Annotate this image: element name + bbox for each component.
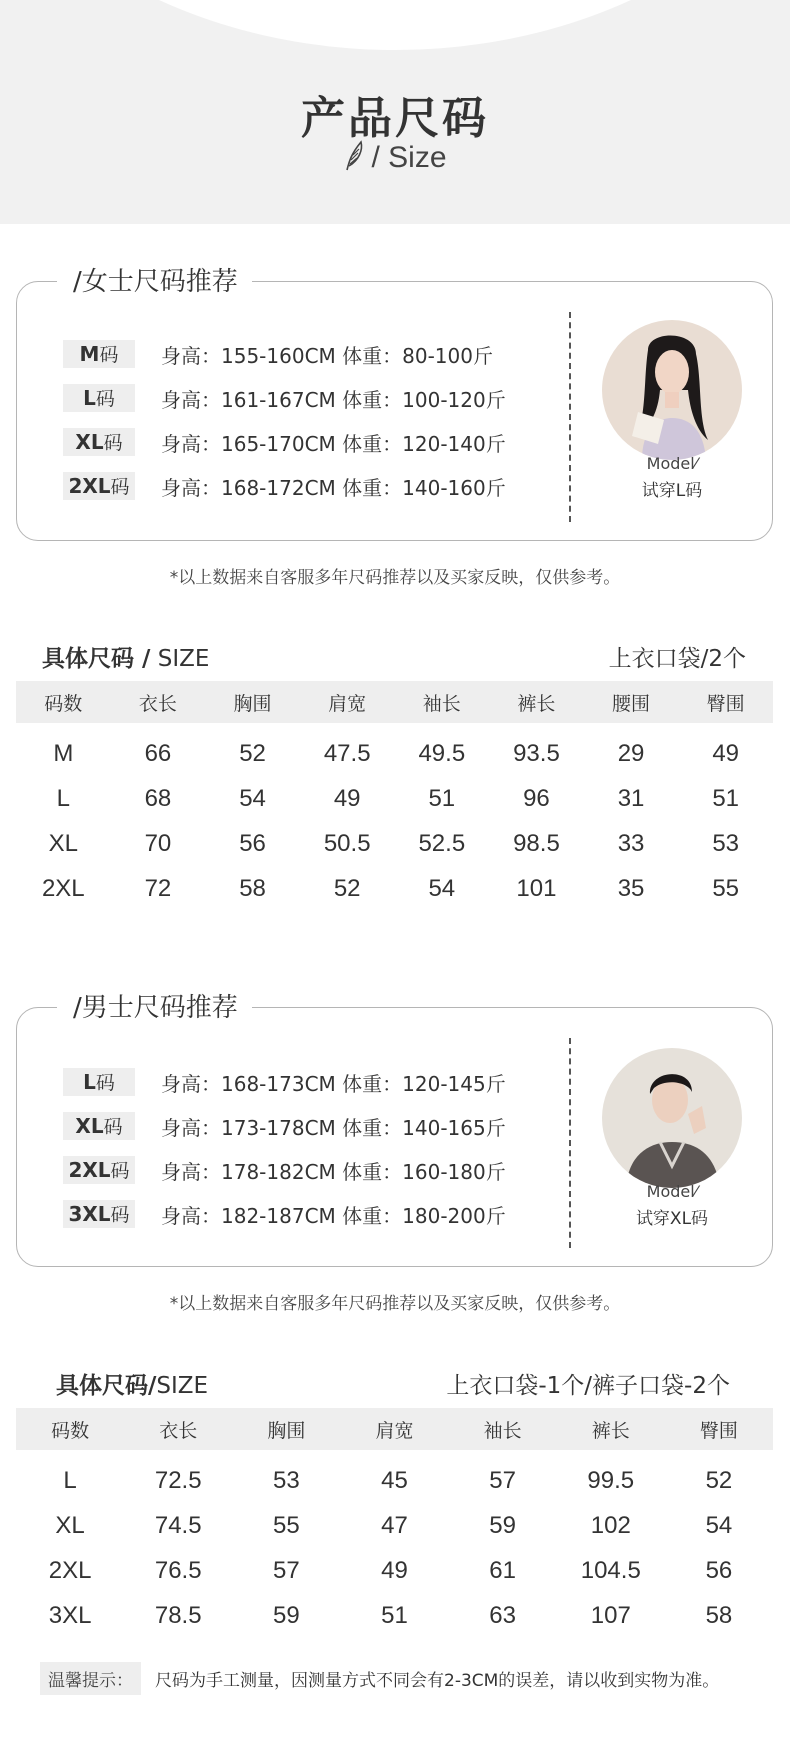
table-cell: 51 bbox=[381, 1601, 408, 1629]
men-size-row bbox=[63, 1156, 506, 1184]
table-cell: 31 bbox=[617, 784, 645, 812]
table-cell: 57 bbox=[489, 1466, 516, 1494]
table-row bbox=[16, 1593, 773, 1638]
footer-tip bbox=[40, 1662, 719, 1695]
table-cell: 52.5 bbox=[418, 829, 466, 857]
tip-label: 温馨提示： bbox=[40, 1662, 141, 1695]
table-cell: 45 bbox=[381, 1466, 408, 1494]
table-cell: 52 bbox=[333, 874, 361, 902]
size-desc: 身高：165-170CM 体重：120-140斤 bbox=[161, 431, 506, 456]
table-cell: 54 bbox=[428, 874, 456, 902]
tip-text: 尺码为手工测量，因测量方式不同会有2-3CM的误差，请以收到实物为准。 bbox=[155, 1671, 720, 1691]
men-size-table bbox=[16, 1408, 773, 1638]
table-cell: 51 bbox=[428, 784, 456, 812]
table-cell: 63 bbox=[489, 1601, 516, 1629]
men-note: *以上数据来自客服多年尺码推荐以及买家反映，仅供参考。 bbox=[169, 1294, 621, 1314]
size-tag: 2XL码 bbox=[63, 1156, 135, 1184]
dashed-divider bbox=[569, 312, 571, 522]
feather-icon bbox=[343, 140, 365, 172]
table-cell: 59 bbox=[273, 1601, 300, 1629]
table-row bbox=[16, 776, 773, 821]
table-cell: 104.5 bbox=[580, 1556, 641, 1584]
table-cell: 70 bbox=[144, 829, 172, 857]
men-model-label: Model⁄ bbox=[646, 1182, 698, 1201]
table-cell: 52 bbox=[239, 739, 266, 767]
dashed-divider bbox=[569, 1038, 571, 1248]
table-cell: 68 bbox=[144, 784, 172, 812]
column-header: 胸围 bbox=[232, 1408, 340, 1450]
men-recommend-box bbox=[16, 993, 773, 1267]
column-header: 裤长 bbox=[557, 1408, 665, 1450]
table-cell: 102 bbox=[590, 1511, 631, 1539]
table-cell: 66 bbox=[144, 739, 172, 767]
column-header: 肩宽 bbox=[300, 681, 395, 723]
men-table-pocket-note: 上衣口袋-1个/裤子口袋-2个 bbox=[446, 1373, 730, 1399]
table-cell: 76.5 bbox=[154, 1556, 202, 1584]
table-row bbox=[16, 1450, 773, 1503]
header-curve bbox=[0, 0, 790, 50]
table-cell: 49 bbox=[381, 1556, 408, 1584]
column-header: 衣长 bbox=[111, 681, 206, 723]
table-cell: 93.5 bbox=[513, 739, 560, 767]
men-size-row bbox=[63, 1200, 506, 1228]
women-size-row bbox=[63, 384, 506, 412]
table-cell: 2XL bbox=[48, 1556, 92, 1584]
table-cell: 47 bbox=[381, 1511, 408, 1539]
table-cell: 50.5 bbox=[323, 829, 371, 857]
men-size-row bbox=[63, 1068, 506, 1096]
table-cell: 53 bbox=[712, 829, 740, 857]
table-cell: 56 bbox=[705, 1556, 733, 1584]
column-header: 臀围 bbox=[665, 1408, 773, 1450]
column-header: 衣长 bbox=[124, 1408, 232, 1450]
column-header: 袖长 bbox=[395, 681, 490, 723]
size-desc: 身高：182-187CM 体重：180-200斤 bbox=[161, 1203, 506, 1228]
table-row bbox=[16, 1503, 773, 1548]
table-row bbox=[16, 723, 773, 776]
size-desc: 身高：178-182CM 体重：160-180斤 bbox=[161, 1159, 506, 1184]
table-cell: 107 bbox=[590, 1601, 631, 1629]
table-cell: 61 bbox=[489, 1556, 516, 1584]
column-header: 臀围 bbox=[678, 681, 773, 723]
table-cell: XL bbox=[48, 829, 78, 857]
table-cell: 47.5 bbox=[323, 739, 371, 767]
women-model-photo bbox=[602, 320, 742, 460]
table-header-row bbox=[16, 1408, 773, 1450]
page-header bbox=[0, 0, 790, 224]
table-cell: 59 bbox=[489, 1511, 516, 1539]
men-model-size: 试穿XL码 bbox=[635, 1209, 709, 1229]
women-size-table bbox=[16, 681, 773, 911]
size-tag: L码 bbox=[63, 384, 135, 412]
table-cell: 54 bbox=[705, 1511, 733, 1539]
size-desc: 身高：168-173CM 体重：120-145斤 bbox=[161, 1071, 506, 1096]
table-cell: L bbox=[56, 784, 70, 812]
table-cell: 49.5 bbox=[418, 739, 466, 767]
table-cell: M bbox=[53, 739, 74, 767]
table-cell: 35 bbox=[617, 874, 645, 902]
size-tag: 3XL码 bbox=[63, 1200, 135, 1228]
table-cell: 29 bbox=[617, 739, 645, 767]
table-cell: 56 bbox=[239, 829, 266, 857]
size-desc: 身高：155-160CM 体重：80-100斤 bbox=[161, 343, 493, 368]
table-cell: 72 bbox=[144, 874, 172, 902]
table-cell: 49 bbox=[333, 784, 361, 812]
table-cell: 72.5 bbox=[154, 1466, 202, 1494]
size-tag: XL码 bbox=[63, 1112, 135, 1140]
table-cell: 101 bbox=[516, 874, 557, 902]
column-header: 码数 bbox=[16, 1408, 124, 1450]
women-size-row bbox=[63, 340, 493, 368]
women-recommend-box bbox=[16, 267, 773, 541]
men-table-title: 具体尺码/SIZE bbox=[56, 1373, 209, 1399]
table-cell: 33 bbox=[617, 829, 645, 857]
men-model-photo bbox=[602, 1048, 742, 1188]
women-table-pocket-note: 上衣口袋/2个 bbox=[608, 646, 746, 672]
women-model-size: 试穿L码 bbox=[641, 481, 703, 501]
column-header: 码数 bbox=[16, 681, 111, 723]
size-tag: L码 bbox=[63, 1068, 135, 1096]
size-desc: 身高：168-172CM 体重：140-160斤 bbox=[161, 475, 506, 500]
column-header: 腰围 bbox=[584, 681, 679, 723]
table-cell: 53 bbox=[273, 1466, 300, 1494]
size-desc: 身高：161-167CM 体重：100-120斤 bbox=[161, 387, 506, 412]
column-header: 袖长 bbox=[449, 1408, 557, 1450]
women-box-title: /女士尺码推荐 bbox=[57, 261, 252, 298]
men-box-title: /男士尺码推荐 bbox=[57, 987, 252, 1024]
women-size-row bbox=[63, 472, 506, 500]
table-cell: 55 bbox=[273, 1511, 300, 1539]
table-cell: 99.5 bbox=[587, 1466, 635, 1494]
table-cell: 57 bbox=[273, 1556, 300, 1584]
column-header: 胸围 bbox=[205, 681, 300, 723]
table-cell: 51 bbox=[712, 784, 740, 812]
table-cell: 74.5 bbox=[154, 1511, 202, 1539]
column-header: 裤长 bbox=[489, 681, 584, 723]
page-title: 产品尺码 bbox=[301, 93, 489, 144]
women-size-row bbox=[63, 428, 506, 456]
column-header: 肩宽 bbox=[340, 1408, 448, 1450]
page-subtitle bbox=[0, 140, 790, 175]
table-cell: 2XL bbox=[41, 874, 85, 902]
size-tag: XL码 bbox=[63, 428, 135, 456]
table-row bbox=[16, 821, 773, 866]
table-cell: 49 bbox=[712, 739, 740, 767]
women-note: *以上数据来自客服多年尺码推荐以及买家反映，仅供参考。 bbox=[169, 568, 621, 588]
table-header-row bbox=[16, 681, 773, 723]
women-model-label: Model⁄ bbox=[646, 454, 698, 473]
table-cell: 3XL bbox=[48, 1601, 92, 1629]
table-row bbox=[16, 1548, 773, 1593]
table-cell: 54 bbox=[239, 784, 266, 812]
women-table-title: 具体尺码 / SIZE bbox=[42, 646, 210, 672]
size-desc: 身高：173-178CM 体重：140-165斤 bbox=[161, 1115, 506, 1140]
table-cell: 98.5 bbox=[513, 829, 560, 857]
size-tag: M码 bbox=[63, 340, 135, 368]
table-cell: 55 bbox=[712, 874, 740, 902]
table-cell: 78.5 bbox=[154, 1601, 202, 1629]
table-cell: L bbox=[63, 1466, 77, 1494]
men-size-row bbox=[63, 1112, 506, 1140]
table-cell: 52 bbox=[705, 1466, 733, 1494]
table-cell: 96 bbox=[523, 784, 550, 812]
table-cell: XL bbox=[55, 1511, 85, 1539]
table-cell: 58 bbox=[705, 1601, 733, 1629]
table-cell: 58 bbox=[239, 874, 266, 902]
table-row bbox=[16, 866, 773, 911]
subtitle-text: / Size bbox=[371, 141, 447, 174]
size-tag: 2XL码 bbox=[63, 472, 135, 500]
